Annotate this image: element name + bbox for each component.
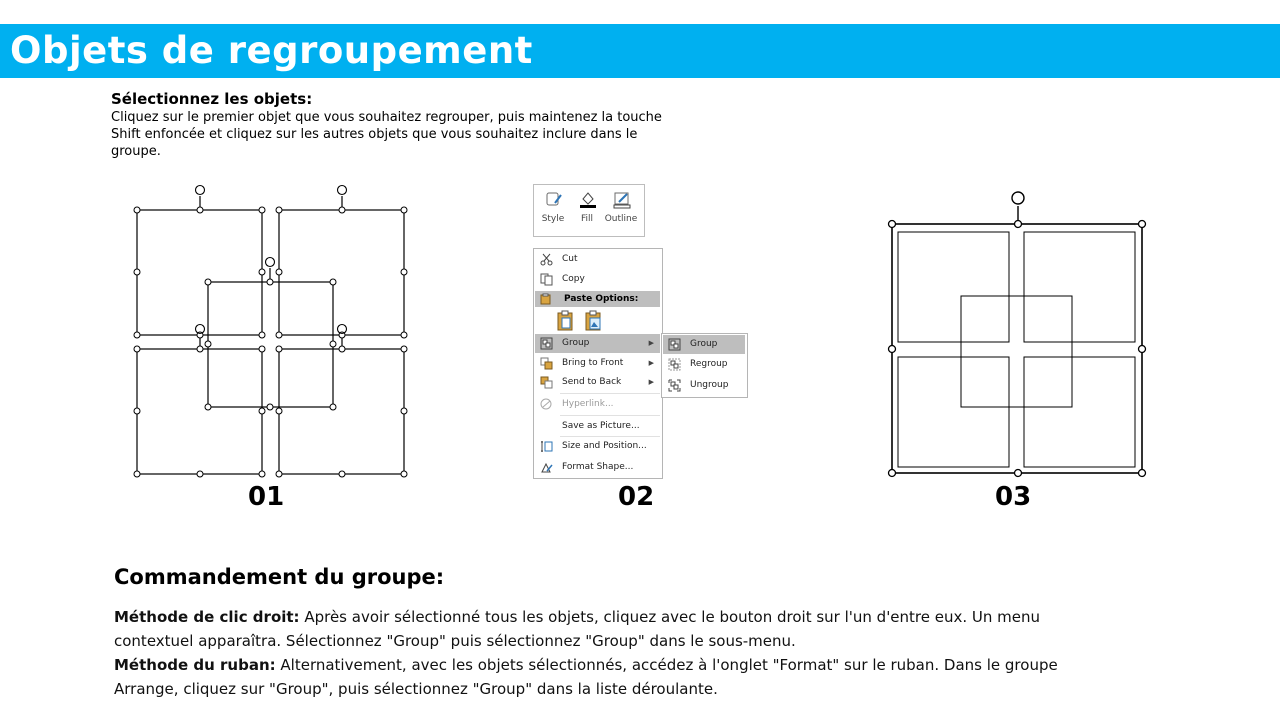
ungroup-icon <box>668 379 681 392</box>
group-selection-handles <box>889 221 1146 477</box>
commands-section <box>114 563 1114 701</box>
page-title: Objets de regroupement <box>10 29 533 72</box>
intro-heading: Sélectionnez les objets: <box>111 90 313 108</box>
style-button[interactable] <box>536 185 570 236</box>
group-submenu <box>661 333 748 398</box>
paste-icon <box>584 310 604 332</box>
group-icon <box>668 338 681 351</box>
menu-item-send-to-back[interactable]: Send to Back ▶ <box>535 373 660 392</box>
menu-separator <box>560 415 660 416</box>
figure-2-label: 02 <box>618 482 655 512</box>
menu-item-size-and-position[interactable]: Size and Position... <box>535 437 660 456</box>
bring-front-icon <box>540 357 553 370</box>
submenu-item-group[interactable]: Group <box>663 335 745 354</box>
paste-as-picture-button[interactable] <box>584 310 604 332</box>
submenu-arrow-icon: ▶ <box>648 359 654 367</box>
outline-button[interactable] <box>604 185 638 236</box>
rotate-handle-icon <box>1012 192 1024 204</box>
hyperlink-icon <box>540 398 553 411</box>
fill-icon <box>579 190 597 208</box>
submenu-item-regroup[interactable]: Regroup <box>663 355 745 374</box>
context-menu <box>533 248 663 479</box>
intro-line-2: Shift enfoncée et cliquez sur les autres objets que vous souhaitez inclure dans le <box>111 127 638 142</box>
submenu-arrow-icon: ▶ <box>648 378 654 386</box>
format-mini-toolbar <box>533 184 645 237</box>
paste-keep-formatting-button[interactable] <box>556 310 576 332</box>
ribbon-method-text: Alternativement, avec les objets sélectionnés, accédez à l'onglet "Format" sur le ruban. Dans le groupe Arrange, cliquez sur "Group", puis sélectionnez "Group" dans la liste déroulante. <box>114 656 1058 698</box>
copy-icon <box>540 273 553 286</box>
format-shape-icon <box>540 461 553 474</box>
style-icon <box>545 190 563 208</box>
outline-icon <box>613 190 631 208</box>
commands-heading: Commandement du groupe: <box>114 565 445 589</box>
style-label: Style <box>541 214 565 224</box>
size-position-icon <box>540 440 553 453</box>
paste-icon <box>556 310 576 332</box>
menu-separator <box>560 393 660 394</box>
ribbon-method-paragraph <box>114 653 1114 701</box>
right-click-method-label: Méthode de clic droit: <box>114 608 300 626</box>
paste-options-header: Paste Options: <box>535 291 660 307</box>
outline-label: Outline <box>604 214 638 224</box>
menu-item-copy[interactable]: Copy <box>535 270 660 289</box>
right-click-method-text: Après avoir sélectionné tous les objets, cliquez avec le bouton droit sur l'un d'entre eux. Un menu contextuel apparaîtra. Sélectionnez "Group" puis sélectionnez "Group" dans le sous-menu. <box>114 608 1041 650</box>
figure-3-label: 03 <box>995 482 1032 512</box>
paste-icon <box>540 293 552 305</box>
menu-item-bring-to-front[interactable]: Bring to Front ▶ <box>535 354 660 373</box>
cut-icon <box>540 253 553 266</box>
submenu-item-ungroup[interactable]: Ungroup <box>663 376 745 395</box>
ribbon-method-label: Méthode du ruban: <box>114 656 276 674</box>
menu-item-hyperlink: Hyperlink... <box>535 395 660 414</box>
right-click-method-paragraph <box>114 605 1114 653</box>
fill-button[interactable] <box>570 185 604 236</box>
figure-1-label: 01 <box>248 482 285 512</box>
fill-label: Fill <box>580 214 594 224</box>
send-back-icon <box>540 376 553 389</box>
menu-item-cut[interactable]: Cut <box>535 250 660 269</box>
regroup-icon <box>668 358 681 371</box>
submenu-arrow-icon: ▶ <box>648 339 654 347</box>
group-icon <box>540 337 553 350</box>
intro-line-1: Cliquez sur le premier objet que vous souhaitez regrouper, puis maintenez la touche <box>111 110 662 125</box>
menu-item-format-shape[interactable]: Format Shape... <box>535 458 660 477</box>
menu-item-group[interactable]: Group ▶ <box>535 334 660 353</box>
intro-line-3: groupe. <box>111 144 161 159</box>
menu-item-save-as-picture[interactable]: Save as Picture... <box>562 421 640 431</box>
